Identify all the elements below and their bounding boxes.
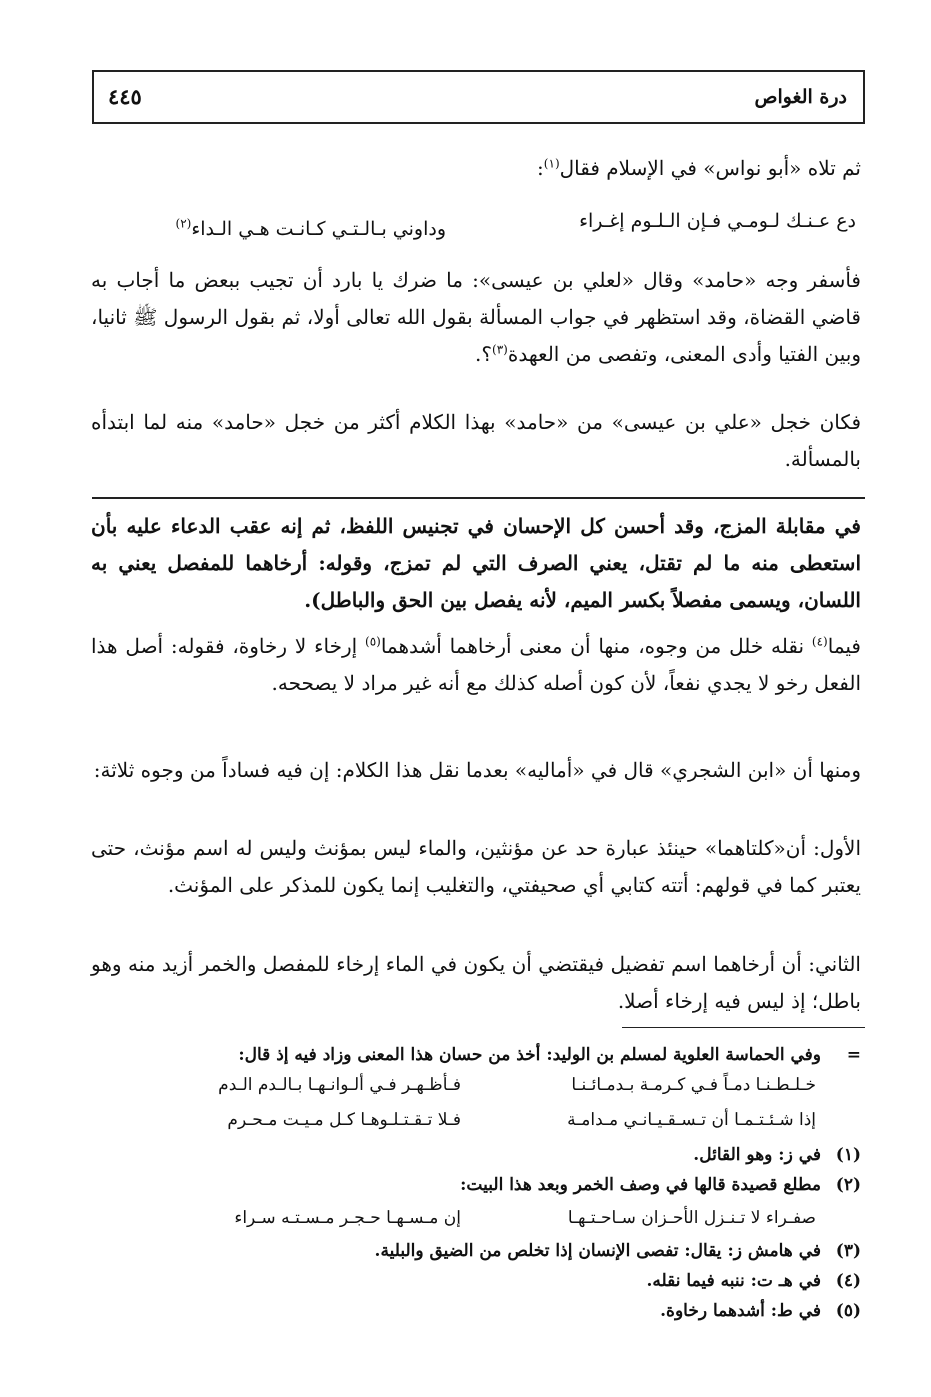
footnote-2-verse-left: إن مـسـهـا حـجـر مـسـتـه سـراء: [234, 1208, 461, 1228]
paragraph-7: [91, 830, 861, 904]
paragraph-5-text-b: نقله خلل من وجوه، منها أن معنى أرخاهما أشدهما: [380, 634, 812, 658]
paragraph-4: [91, 508, 861, 619]
continuation-marker: =: [846, 1045, 861, 1065]
paragraph-1-tail: :: [537, 156, 544, 180]
footnote-ref-1: (١): [543, 156, 560, 171]
footnote-2: [91, 1172, 861, 1199]
paragraph-1: [91, 150, 861, 187]
paragraph-6: [91, 752, 861, 789]
footnote-ref-4: (٤): [811, 634, 828, 649]
paragraph-5-text-c: إرخاء لا رخاوة، فقوله: أصل هذا الفعل رخو لا يجدي نفعاً، لأن كون أصله كذلك مع أنه غير مراد لا يصححه.: [91, 634, 861, 695]
page-header: [92, 70, 865, 124]
paragraph-5-text-a: فيما: [827, 634, 861, 658]
verse-1-left: [176, 218, 447, 240]
footnote-ref-3: (٣): [492, 342, 508, 357]
footnote-4-number: (٤): [835, 1271, 861, 1291]
footnote-verse-b-left: فـلا تـقـتـلـوهـا كـل مـيـت مـحـرم: [227, 1110, 461, 1130]
paragraph-8: [91, 946, 861, 1020]
footnote-2-verse-right: صفـراء لا تـنـزل الأحـزان سـاحـتـهـا: [567, 1208, 816, 1228]
section-divider: [92, 497, 865, 499]
paragraph-1-text: ثم تلاه «أبو نواس» في الإسلام فقال: [559, 156, 861, 180]
paragraph-5: [91, 628, 861, 702]
paragraph-3-text: فكان خجل «علي بن عيسى» من «حامد» بهذا الكلام أكثر من خجل «حامد» منه لما ابتدأه بالمسألة.: [91, 410, 861, 471]
paragraph-6-text: ومنها أن «ابن الشجري» قال في «أماليه» بعدما نقل هذا الكلام: إن فيه فساداً من وجوه ثلاثة:: [93, 758, 861, 782]
footnote-2-number: (٢): [835, 1175, 861, 1195]
footnote-3-text: في هامش ز: يقال: تفصى الإنسان إذا تخلص من الضيق والبلية.: [374, 1241, 821, 1261]
verse-1-left-text: وداوني بـالـتـي كـانـت هـي الـداء: [191, 218, 446, 240]
footnote-continuation: [91, 1042, 861, 1069]
footnote-5: [91, 1298, 861, 1325]
footnote-1-text: في ز: وهو القائل.: [693, 1145, 821, 1165]
footnote-verse-b-right: إذا شـئـتـمـا أن تـسـقـيـانـي مـدامـة: [567, 1110, 816, 1130]
footnote-ref-5: (٥): [365, 634, 381, 649]
verse-1-right: دع عـنـك لـومـي فـإن الـلـوم إغـراء: [579, 210, 856, 232]
footnote-5-number: (٥): [835, 1301, 861, 1321]
footnote-separator: [622, 1027, 865, 1028]
footnote-3: [91, 1238, 861, 1265]
paragraph-3: [91, 404, 861, 478]
paragraph-2-text: فأسفر وجه «حامد» وقال «لعلي بن عيسى»: ما ضرك يا بارد أن تجيب ببعض ما أجاب به قاضي القضاة، وقد استظهر في جواب المسألة بقول الله تعالى أولا، ثم بقول الرسول ﷺ ثانيا، وبين الفتيا وأدى المعنى، وتفصى من العهدة: [91, 268, 861, 366]
page-number: ٤٤٥: [108, 84, 142, 109]
footnote-verse-a-left: فـأظـهـر فـي ألـوانـهـا بـالـدم الـدم: [218, 1075, 461, 1095]
footnote-3-number: (٣): [835, 1241, 861, 1261]
footnote-verse-a-right: خـلـطـنـا دمـاً فـي كـرمـة بـدمـائـنـا: [571, 1075, 816, 1095]
footnote-4: [91, 1268, 861, 1295]
paragraph-2: [91, 262, 861, 373]
footnote-2-text: مطلع قصيدة قالها في وصف الخمر وبعد هذا البيت:: [460, 1175, 821, 1195]
footnote-ref-2: (٢): [175, 216, 192, 231]
footnote-1-number: (١): [835, 1145, 861, 1165]
footnote-1: [91, 1142, 861, 1169]
running-title: درة الغواص: [754, 86, 847, 108]
paragraph-2-tail: ؟.: [475, 342, 493, 366]
paragraph-8-text: الثاني: أن أرخاهما اسم تفضيل فيقتضي أن يكون في الماء إرخاء للمفصل والخمر أزيد منه وهو باطل؛ إذ ليس فيه إرخاء أصلا.: [91, 952, 861, 1013]
footnote-5-text: في ط: أشدهما رخاوة.: [660, 1301, 821, 1321]
paragraph-4-text: في مقابلة المزج، وقد أحسن كل الإحسان في تجنيس اللفظ، ثم إنه عقب الدعاء عليه بأن استعطى منه ما لم تقتل، يعني الصرف التي لم تمزج، وقوله: أرخاهما للمفصل يعني به اللسان، ويسمى مفصلاً بكسر الميم، لأنه يفصل بين الحق والباطل).: [91, 514, 861, 612]
footnote-4-text: في هـ ت: ننبه فيما نقله.: [646, 1271, 821, 1291]
paragraph-7-text: الأول: أن«كلتاهما» حينئذ عبارة حد عن مؤنثين، والماء ليس بمؤنث وليس له اسم مؤنث، حتى يعتبر كما في قولهم: أتته كتابي أي صحيفتي، والتغليب إنما يكون للمذكر على المؤنث.: [91, 836, 861, 897]
continuation-text: وفي الحماسة العلوية لمسلم بن الوليد: أخذ من حسان هذا المعنى وزاد فيه إذ قال:: [238, 1045, 821, 1065]
